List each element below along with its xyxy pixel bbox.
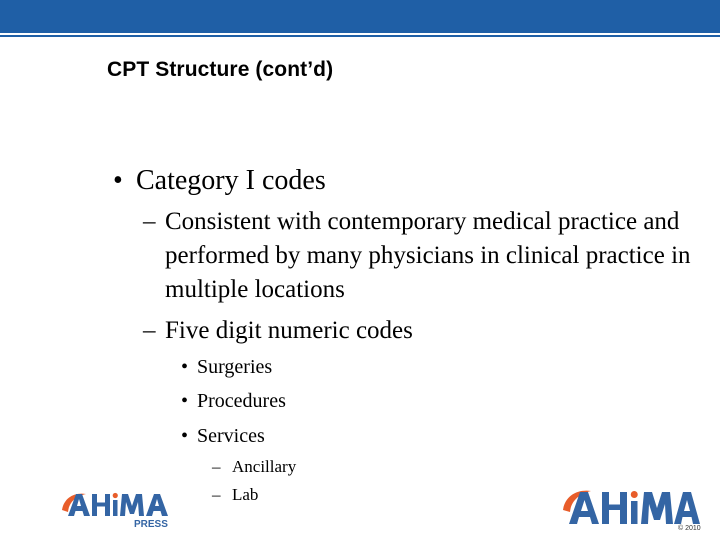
bullet-text: Services: [197, 425, 265, 447]
bullet-level2: [143, 205, 713, 307]
dash-marker: –: [143, 208, 156, 235]
slide-title: CPT Structure (cont’d): [107, 58, 334, 81]
bullet-marker: •: [113, 165, 123, 196]
bullet-text: Lab: [232, 485, 259, 504]
dash-marker: –: [212, 457, 221, 476]
bullet-text: Ancillary: [232, 457, 297, 476]
header-bar: [0, 0, 720, 33]
bullet-level2: [143, 314, 713, 348]
dash-marker: –: [143, 317, 156, 344]
bullet-text: Consistent with contemporary medical practice and performed by many physicians in clinical practice in multiple locations: [165, 208, 691, 303]
bullet-text: Surgeries: [197, 356, 273, 378]
copyright-text: © 2010: [678, 525, 701, 532]
bullet-marker: •: [181, 425, 189, 447]
bullet-marker: •: [181, 356, 189, 378]
dash-marker: –: [212, 485, 221, 504]
ahima-press-logo-icon: [60, 488, 175, 535]
header-rule: [0, 35, 720, 37]
bullet-text: Category I codes: [136, 165, 326, 196]
bullet-text: Procedures: [197, 390, 286, 412]
bullet-text: Five digit numeric codes: [165, 317, 413, 344]
bullet-marker: •: [181, 390, 189, 412]
svg-text:PRESS: PRESS: [134, 519, 168, 530]
